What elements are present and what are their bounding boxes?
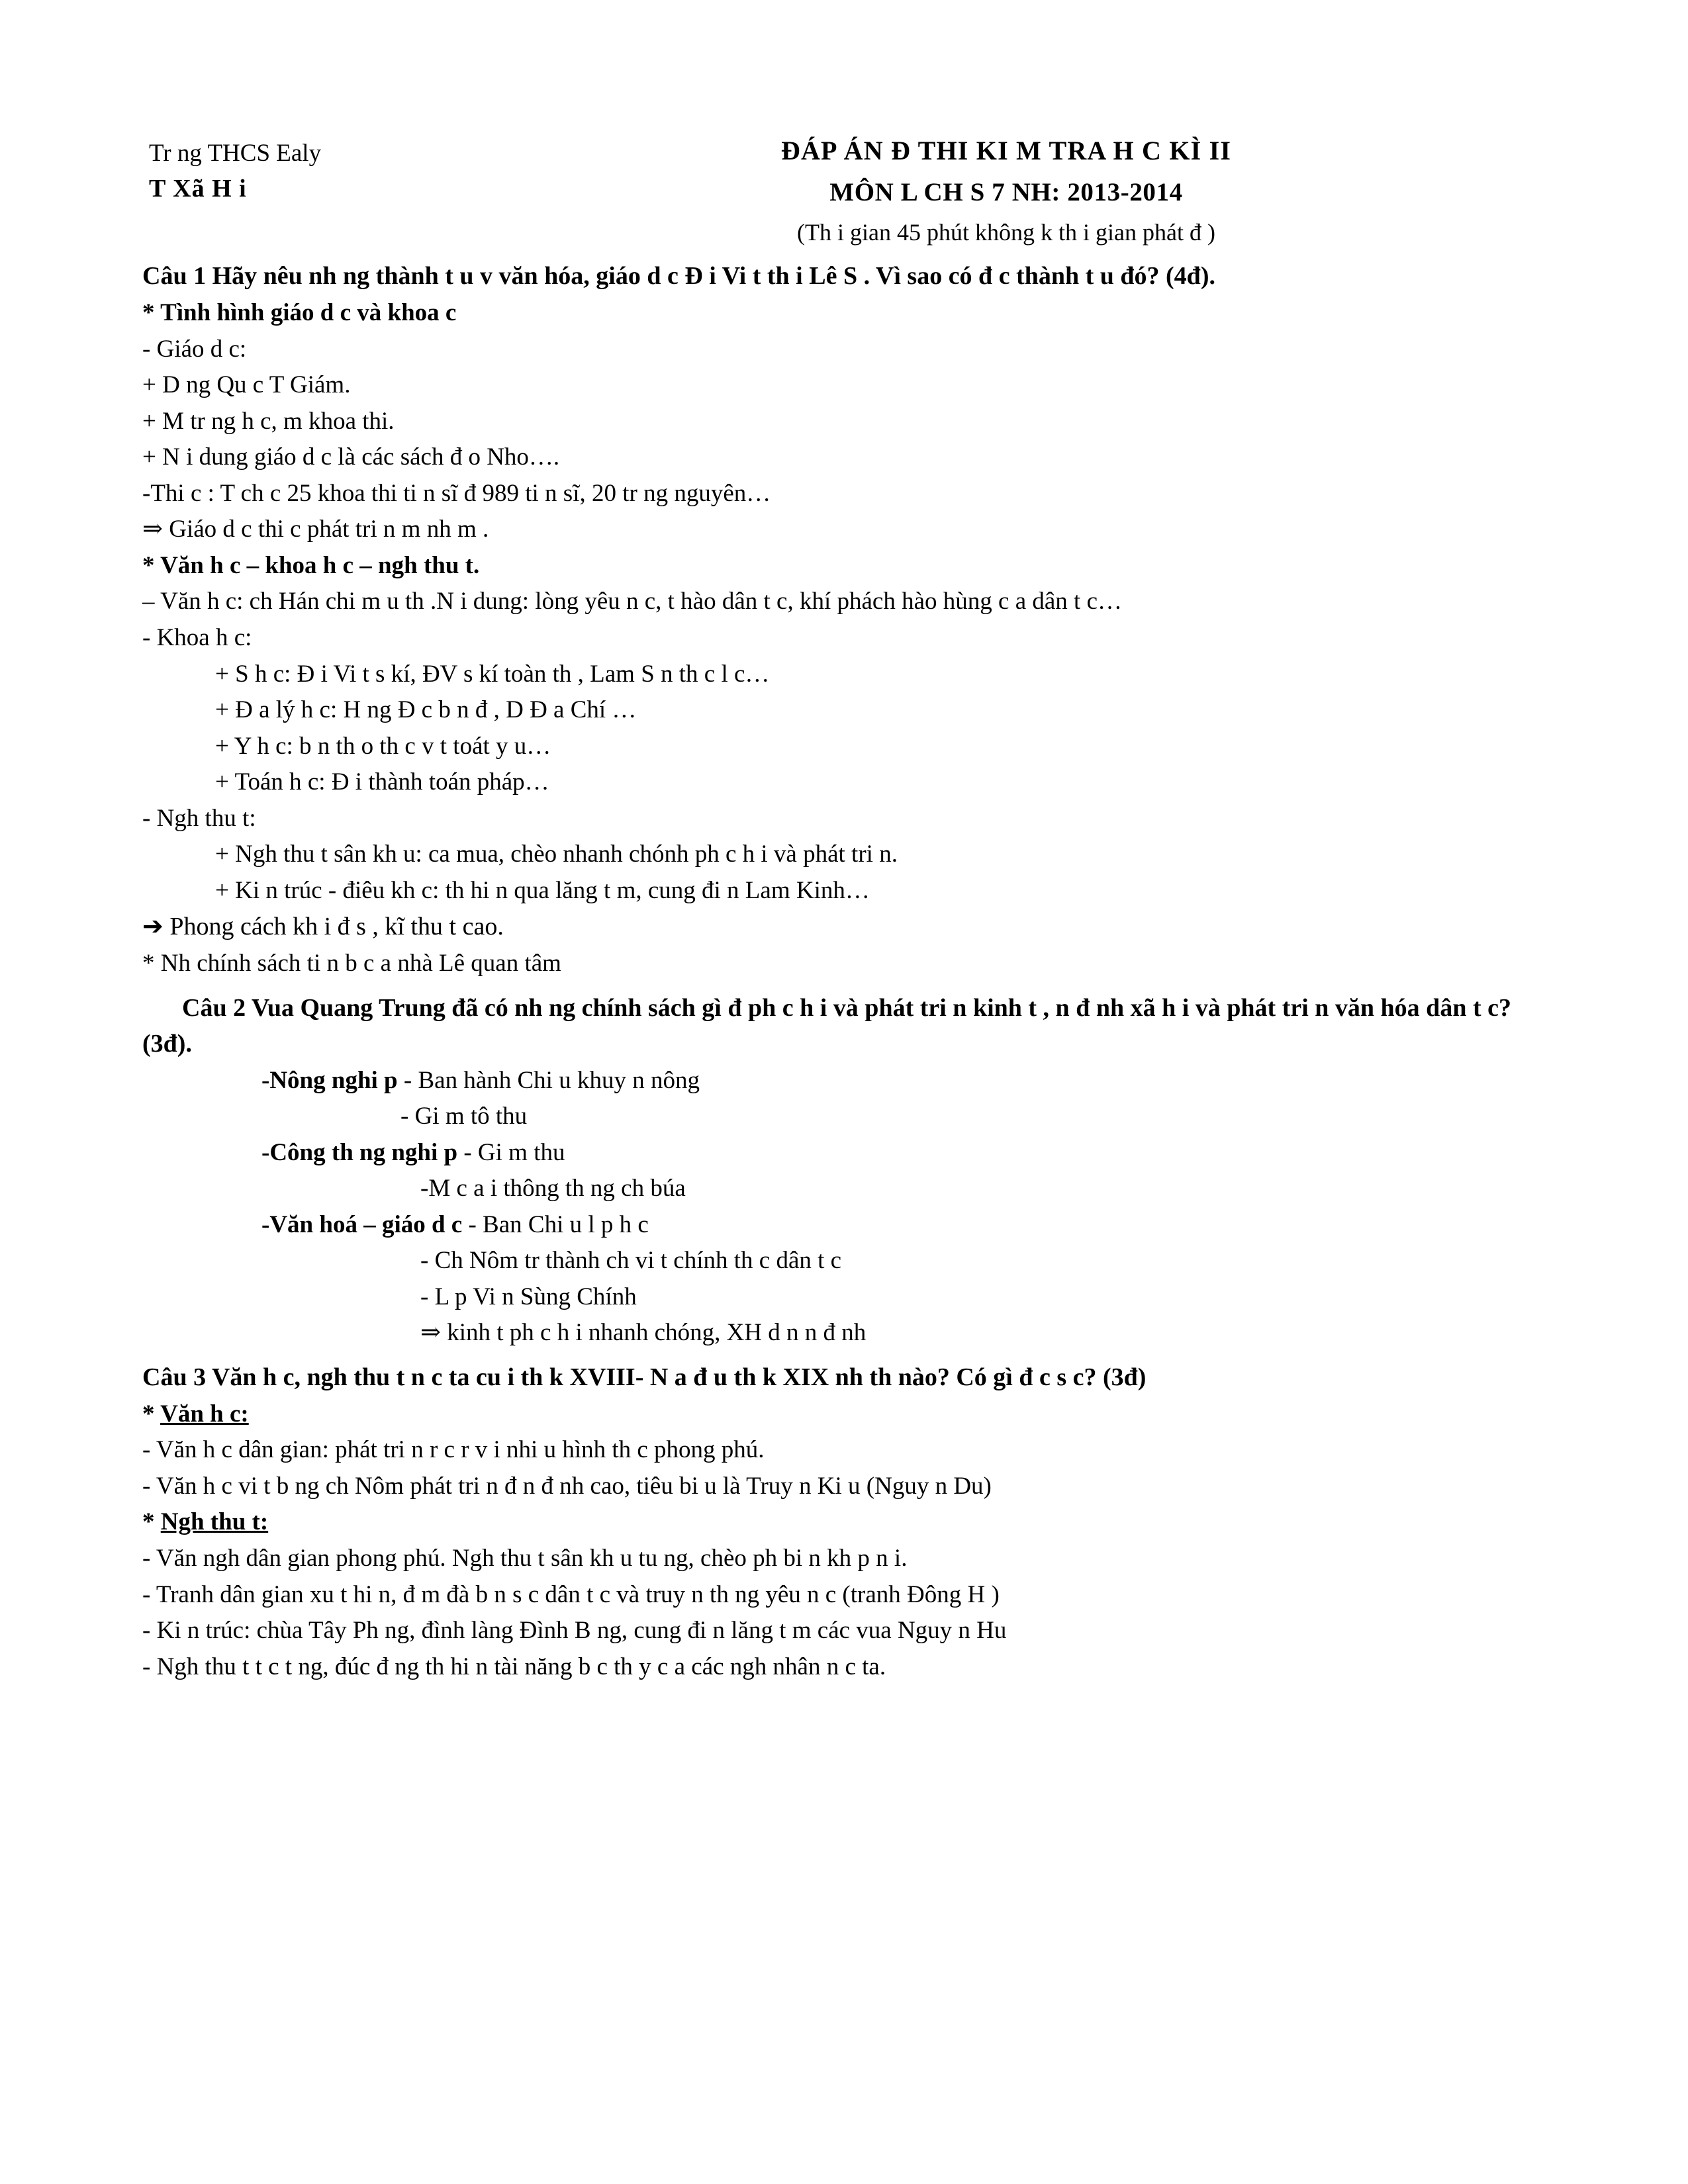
exam-title-block bbox=[546, 132, 1546, 250]
q1-section-literature-title: * Văn h c – khoa h c – ngh thu t. bbox=[142, 551, 480, 579]
q1-edu-line-1: + D ng Qu c T Giám. bbox=[142, 371, 351, 399]
q1-section-education-title: * Tình hình giáo d c và khoa c bbox=[142, 299, 457, 327]
q3-art-line-1: - Tranh dân gian xu t hi n, đ m đà b n s c dân t c và truy n th ng yêu n c (tranh Đông H ) bbox=[142, 1580, 1000, 1608]
document-header bbox=[142, 132, 1546, 250]
q1-art-title: - Ngh thu t: bbox=[142, 804, 256, 832]
school-block bbox=[142, 132, 546, 206]
q2-item-0-text: - Ban hành Chi u khuy n nông bbox=[397, 1066, 700, 1094]
q2-item-4-label: -Văn hoá – giáo d c bbox=[261, 1210, 463, 1238]
q3-art-line-2: - Ki n trúc: chùa Tây Ph ng, đình làng Đình B ng, cung đi n lăng t m các vua Nguy n Hu bbox=[142, 1617, 1007, 1645]
q1-science-item-1: + Đ a lý h c: H ng Đ c b n đ , D Đ a Chí … bbox=[215, 696, 637, 724]
document-body bbox=[142, 132, 1546, 1684]
q2-item-4-text: - Ban Chi u l p h c bbox=[462, 1210, 649, 1238]
question-3-heading: Câu 3 Văn h c, ngh thu t n c ta cu i th k XVIII- N a đ u th k XIX nh th nào? Có gì đ c s c? (3đ) bbox=[142, 1363, 1147, 1391]
q3-art-title-text: Ngh thu t: bbox=[160, 1508, 269, 1536]
q3-art-line-0: - Văn ngh dân gian phong phú. Ngh thu t sân kh u tu ng, chèo ph bi n kh p n i. bbox=[142, 1544, 908, 1572]
q2-item-5 bbox=[142, 1244, 1546, 1279]
q2-item-2-label: -Công th ng nghi p bbox=[261, 1138, 458, 1166]
exam-title: ĐÁP ÁN Đ THI KI M TRA H C KÌ II bbox=[780, 136, 1232, 165]
q1-lit-line-1: - Khoa h c: bbox=[142, 624, 252, 652]
q2-item-0 bbox=[142, 1064, 1546, 1099]
q1-science-item-0: + S h c: Đ i Vi t s kí, ĐV s kí toàn th , Lam S n th c l c… bbox=[215, 660, 770, 688]
q2-item-2 bbox=[142, 1136, 1546, 1171]
q2-item-6-text: - L p Vi n Sùng Chính bbox=[420, 1283, 637, 1310]
q1-edu-line-5: ⇒ Giáo d c thi c phát tri n m nh m . bbox=[142, 516, 489, 543]
q1-edu-line-3: + N i dung giáo d c là các sách đ o Nho…. bbox=[142, 443, 560, 471]
question-1-heading: Câu 1 Hãy nêu nh ng thành t u v văn hóa, giáo d c Đ i Vi t th i Lê S . Vì sao có đ c thành t u đó? (4đ). bbox=[142, 262, 1215, 291]
q2-item-1-text: - Gi m tô thu bbox=[400, 1103, 528, 1130]
q3-literature-title: * Văn h c: bbox=[142, 1400, 249, 1428]
exam-duration: (Th i gian 45 phút không k th i gian phát đ ) bbox=[797, 219, 1215, 246]
q3-art-line-3: - Ngh thu t t c t ng, đúc đ ng th hi n tài năng b c th y c a các ngh nhân n c ta. bbox=[142, 1653, 886, 1680]
q1-science-item-3: + Toán h c: Đ i thành toán pháp… bbox=[215, 768, 549, 796]
q2-item-7-text: ⇒ kinh t ph c h i nhanh chóng, XH d n n đ nh bbox=[420, 1319, 867, 1347]
question-2-heading: Câu 2 Vua Quang Trung đã có nh ng chính sách gì đ ph c h i và phát tri n kinh t , n đ nh xã h i và phát tri n văn hóa dân t c? (3đ). bbox=[142, 993, 1511, 1058]
q3-art-title: * Ngh thu t: bbox=[142, 1508, 269, 1536]
q2-item-7 bbox=[142, 1316, 1546, 1351]
exam-subject: MÔN L CH S 7 NH: 2013-2014 bbox=[829, 177, 1183, 206]
q1-lit-line-0: – Văn h c: ch Hán chi m u th .N i dung: lòng yêu n c, t hào dân t c, khí phách hào hùng c a dân t c… bbox=[142, 588, 1122, 615]
q2-item-3-text: -M c a i thông th ng ch búa bbox=[420, 1175, 686, 1203]
q2-item-3 bbox=[142, 1171, 1546, 1206]
school-name: Tr ng THCS Ealy bbox=[149, 140, 322, 167]
q1-science-item-2: + Y h c: b n th o th c v t toát y u… bbox=[215, 732, 551, 760]
q1-art-item-0: + Ngh thu t sân kh u: ca mua, chèo nhanh chónh ph c h i và phát tri n. bbox=[215, 841, 898, 868]
q2-item-6 bbox=[142, 1280, 1546, 1315]
q2-item-0-label: -Nông nghi p bbox=[261, 1066, 398, 1094]
q2-item-1 bbox=[142, 1099, 1546, 1134]
q3-lit-line-1: - Văn h c vi t b ng ch Nôm phát tri n đ n đ nh cao, tiêu bi u là Truy n Ki u (Nguy n Du) bbox=[142, 1472, 992, 1500]
q2-item-4 bbox=[142, 1208, 1546, 1243]
q3-literature-title-text: Văn h c: bbox=[160, 1400, 249, 1428]
q1-art-item-1: + Ki n trúc - điêu kh c: th hi n qua lăng t m, cung đi n Lam Kinh… bbox=[215, 876, 870, 904]
q1-edu-line-2: + M tr ng h c, m khoa thi. bbox=[142, 407, 395, 435]
q2-item-5-text: - Ch Nôm tr thành ch vi t chính th c dân t c bbox=[420, 1247, 842, 1275]
q1-edu-line-4: -Thi c : T ch c 25 khoa thi ti n sĩ đ 989 ti n sĩ, 20 tr ng nguyên… bbox=[142, 479, 771, 507]
department-name: T Xã H i bbox=[149, 174, 247, 203]
q2-item-2-text: - Gi m thu bbox=[457, 1138, 565, 1166]
q1-note: * Nh chính sách ti n b c a nhà Lê quan tâm bbox=[142, 950, 561, 978]
q1-conclusion: ➔ Phong cách kh i đ s , kĩ thu t cao. bbox=[142, 913, 504, 941]
q3-lit-line-0: - Văn h c dân gian: phát tri n r c r v i nhi u hình th c phong phú. bbox=[142, 1436, 765, 1464]
q1-edu-line-0: - Giáo d c: bbox=[142, 335, 247, 363]
